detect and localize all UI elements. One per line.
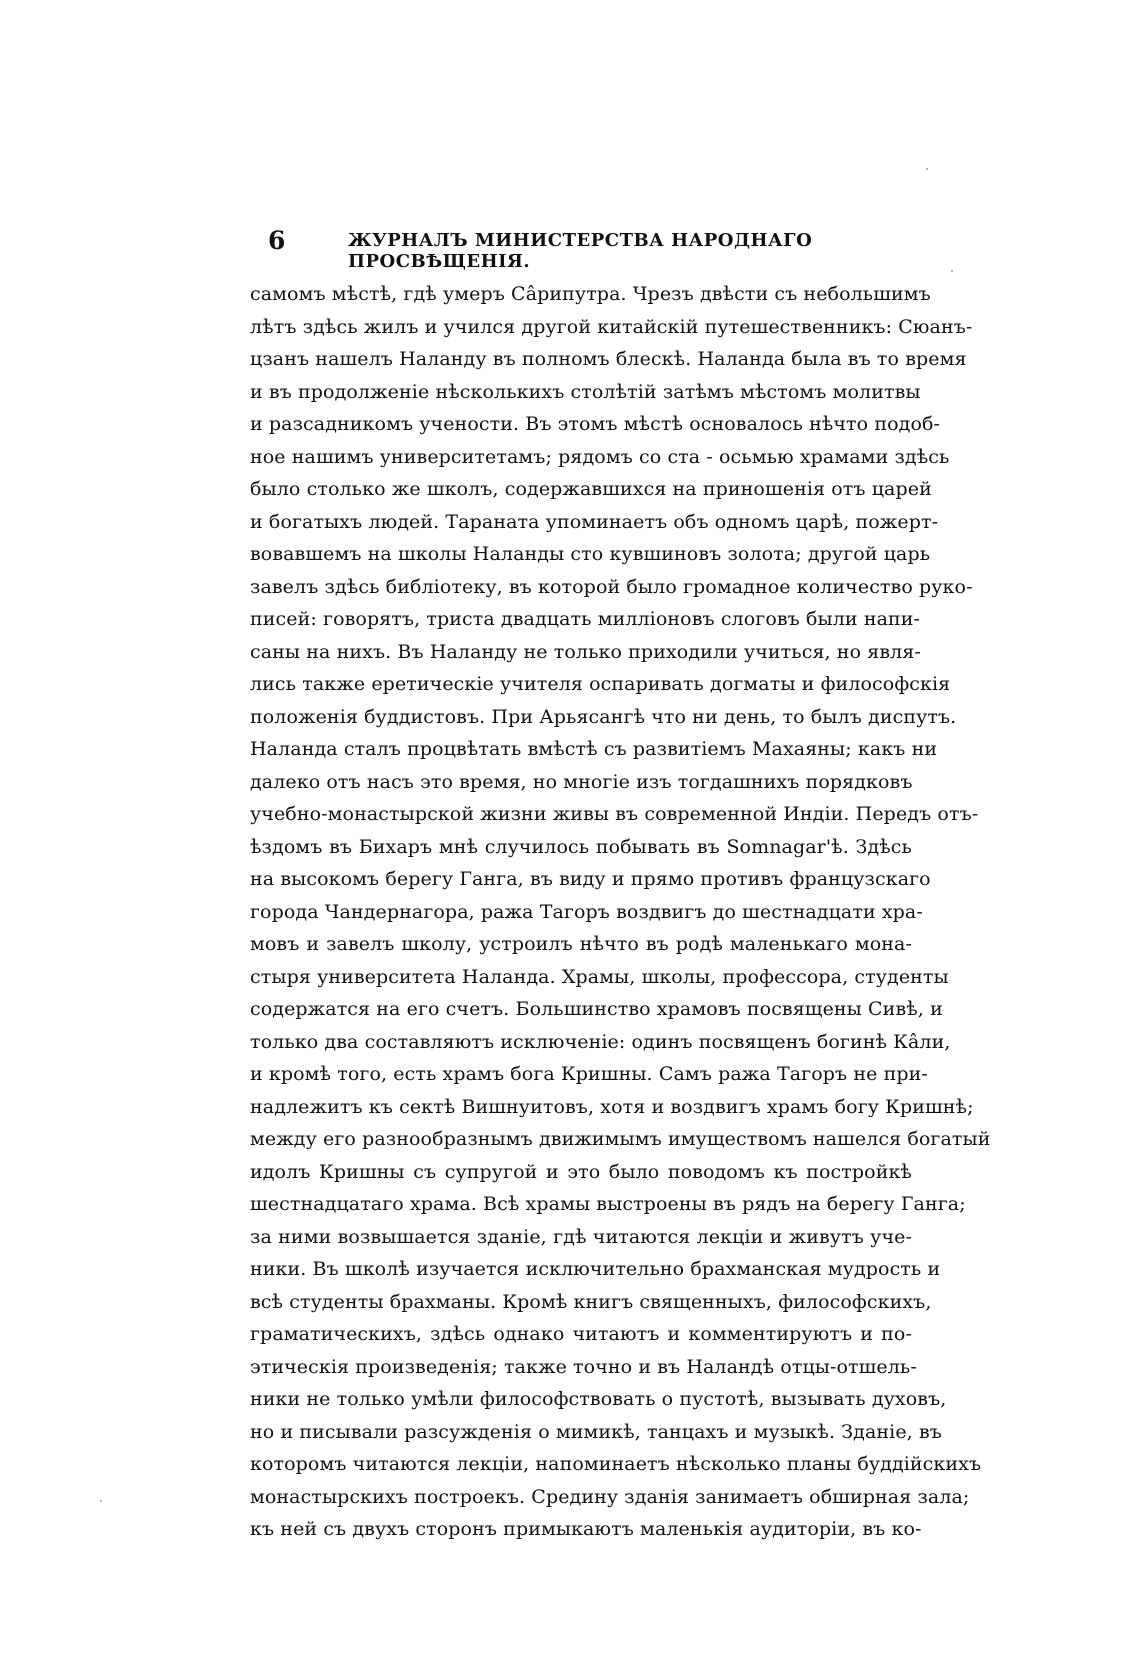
text-line: на высокомъ берегу Ганга, въ виду и прямо противъ французскаго	[250, 868, 931, 890]
text-line: мовъ и завелъ школу, устроилъ нѣчто въ родѣ маленькаго мона-	[250, 933, 912, 955]
text-line: самомъ мѣстѣ, гдѣ умеръ Сâрипутра. Чрезъ двѣсти съ небольшимъ	[250, 283, 931, 305]
text-line: положенія буддистовъ. При Арьясангѣ что ни день, то былъ диспутъ.	[250, 705, 957, 728]
scan-speck	[100, 1500, 102, 1502]
text-line: но и писывали разсужденія о мимикѣ, танцахъ и музыкѣ. Зданіе, въ	[250, 1420, 942, 1443]
text-line: только два составляютъ исключеніе: одинъ посвященъ богинѣ Кâли,	[250, 1030, 951, 1053]
scan-speck	[951, 270, 953, 272]
page-number: 6	[268, 226, 286, 255]
text-line: и кромѣ того, есть храмъ бога Кришны. Самъ ража Тагоръ не при-	[250, 1063, 928, 1085]
text-line: и въ продолженіе нѣсколькихъ столѣтій затѣмъ мѣстомъ молитвы	[250, 380, 921, 403]
text-line: цзанъ нашелъ Наланду въ полномъ блескѣ. Наланда была въ то время	[250, 348, 967, 370]
text-line: ники. Въ школѣ изучается исключительно брахманская мудрость и	[250, 1258, 941, 1280]
text-line: содержатся на его счетъ. Большинство храмовъ посвящены Сивѣ, и	[250, 998, 943, 1020]
running-head: ЖУРНАЛЪ МИНИСТЕРСТВА НАРОДНАГО ПРОСВѢЩЕНІЯ.	[348, 230, 813, 272]
text-line: шестнадцатаго храма. Всѣ храмы выстроены въ рядъ на берегу Ганга;	[250, 1193, 966, 1215]
text-line: граматическихъ, здѣсь однако читаютъ и комментируютъ и по-	[250, 1323, 912, 1345]
text-line: всѣ студенты брахманы. Кромѣ книгъ священныхъ, философскихъ,	[250, 1290, 932, 1313]
text-line: лись также еретическіе учителя оспаривать догматы и философскія	[250, 673, 951, 695]
text-line: Наланда сталъ процвѣтать вмѣстѣ съ развитіемъ Махаяны; какъ ни	[250, 738, 938, 760]
text-line: къ ней съ двухъ сторонъ примыкаютъ маленькія аудиторіи, въ ко-	[250, 1518, 922, 1540]
text-line: вовавшемъ на школы Наланды сто кувшиновъ золота; другой царь	[250, 543, 931, 565]
text-line: надлежитъ къ сектѣ Вишнуитовъ, хотя и воздвигъ храмъ богу Кришнѣ;	[250, 1095, 974, 1118]
text-line: за ними возвышается зданіе, гдѣ читаются лекціи и живутъ уче-	[250, 1225, 912, 1248]
text-line: стыря университета Наланда. Храмы, школы, профессора, студенты	[250, 965, 949, 988]
text-line: далеко отъ насъ это время, но многіе изъ тогдашнихъ порядковъ	[250, 770, 913, 793]
text-line: ѣздомъ въ Бихаръ мнѣ случилось побывать въ Somnagar'ѣ. Здѣсь	[250, 835, 912, 858]
text-line: и разсадникомъ учености. Въ этомъ мѣстѣ основалось нѣчто подоб-	[250, 413, 941, 435]
text-line: между его разнообразнымъ движимымъ имуществомъ нашелся богатый	[250, 1128, 991, 1150]
text-line: и богатыхъ людей. Тараната упоминаетъ объ одномъ царѣ, пожерт-	[250, 510, 939, 533]
text-line: ное нашимъ университетамъ; рядомъ со ста - осьмью храмами здѣсь	[250, 445, 950, 468]
text-line: ники не только умѣли философствовать о пустотѣ, вызывать духовъ,	[250, 1388, 947, 1410]
text-line: лѣтъ здѣсь жилъ и учился другой китайскій путешественникъ: Сюанъ-	[250, 315, 973, 338]
scan-speck	[926, 168, 928, 170]
text-line: идолъ Кришны съ супругой и это было поводомъ къ постройкѣ	[250, 1160, 912, 1183]
text-line: было столько же школъ, содержавшихся на приношенія отъ царей	[250, 478, 932, 500]
text-line: завелъ здѣсь библіотеку, въ которой было громадное количество руко-	[250, 575, 973, 598]
text-line: писей: говорятъ, триста двадцать милліоновъ слоговъ были напи-	[250, 608, 921, 630]
text-line: города Чандернагора, ража Тагоръ воздвигъ до шестнадцати хра-	[250, 900, 923, 923]
text-line: этическія произведенія; также точно и въ Наландѣ отцы-отшель-	[250, 1355, 917, 1378]
text-line: саны на нихъ. Въ Наланду не только приходили учиться, но явля-	[250, 640, 921, 663]
text-line: учебно-монастырской жизни живы въ современной Индіи. Передъ отъ-	[250, 803, 979, 825]
body-text	[250, 278, 991, 1546]
page-header	[268, 226, 890, 272]
text-line: монастырскихъ построекъ. Средину зданія занимаетъ обширная зала;	[250, 1485, 970, 1508]
text-line: которомъ читаются лекціи, напоминаетъ нѣсколько планы буддійскихъ	[250, 1453, 982, 1475]
